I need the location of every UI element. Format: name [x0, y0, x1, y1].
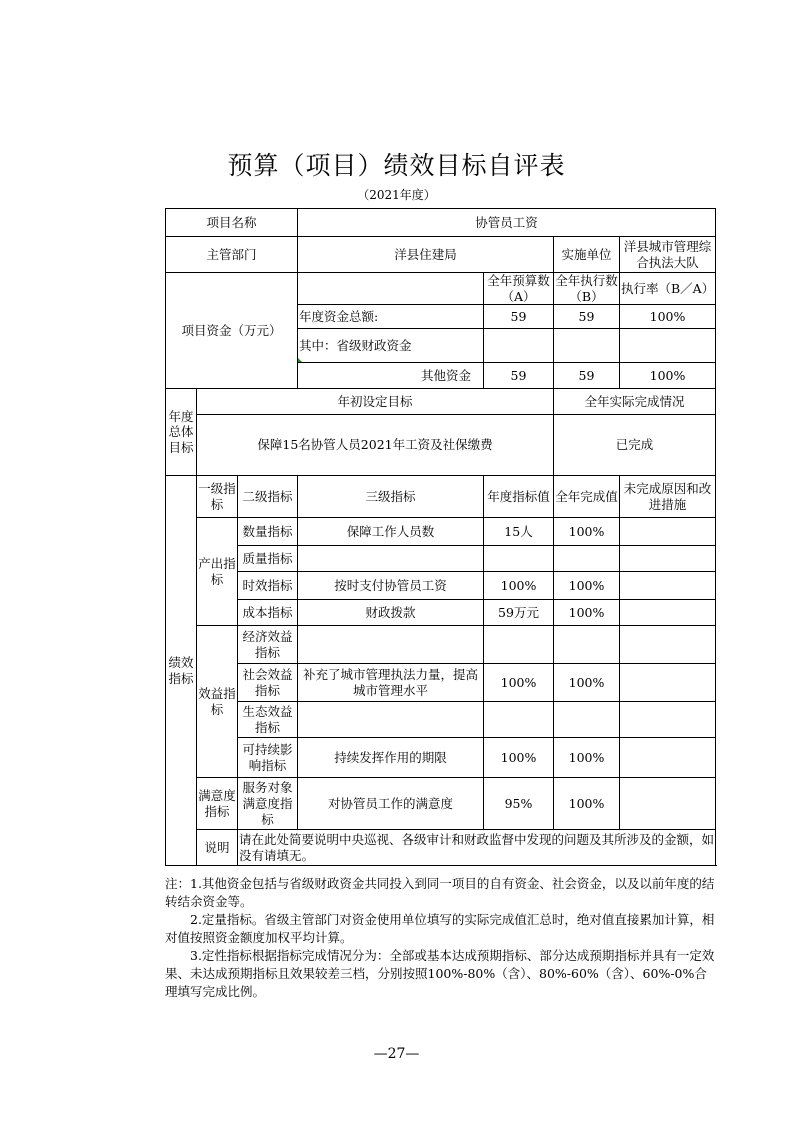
level2-cell: 质量指标 — [238, 546, 298, 572]
funds-row-executed — [554, 329, 620, 363]
level1-benefit: 效益指标 — [197, 626, 238, 778]
funds-row-label — [298, 329, 484, 363]
dept-value: 洋县住建局 — [298, 237, 554, 273]
level2-cell: 时效指标 — [238, 572, 298, 600]
page-title: 预算（项目）绩效目标自评表 — [227, 151, 566, 180]
funds-row-label: 年度资金总额: — [298, 305, 484, 329]
reason-cell — [620, 546, 716, 572]
funds-row-rate: 100% — [620, 305, 716, 329]
header-actual: 全年完成值 — [554, 476, 620, 518]
cell-marker-icon — [298, 358, 302, 362]
funds-row-budget: 59 — [484, 363, 554, 389]
actual-cell — [554, 702, 620, 738]
project-name-value: 协管员工资 — [298, 209, 716, 237]
planned-goal-header: 年初设定目标 — [197, 389, 554, 415]
target-cell: 100% — [484, 664, 554, 702]
funds-row-budget: 59 — [484, 305, 554, 329]
level2-cell: 社会效益指标 — [238, 664, 298, 702]
level2-cell: 成本指标 — [238, 600, 298, 626]
level2-cell: 经济效益指标 — [238, 626, 298, 664]
funds-row-executed: 59 — [554, 305, 620, 329]
level2-cell: 服务对象满意度指标 — [238, 778, 298, 830]
actual-cell: 100% — [554, 778, 620, 830]
reason-cell — [620, 626, 716, 664]
target-cell: 100% — [484, 572, 554, 600]
page-number: —27— — [373, 1046, 420, 1062]
funds-row-executed: 59 — [554, 363, 620, 389]
footnote-3: 3.定性指标根据指标完成情况分为：全部或基本达成预期指标、部分达成预期指标并具有一定效果、未达成预期指标且效果较差三档，分别按照100%-80%（含）、80%-60%（含）、60%-0%合理填写完成比例。 — [165, 948, 715, 999]
funds-row-label-text: 其中：省级财政资金 — [299, 337, 412, 353]
level1-satisfaction: 满意度指标 — [197, 778, 238, 830]
funds-header-budget: 全年预算数（A） — [484, 273, 554, 305]
header-reason: 未完成原因和改进措施 — [620, 476, 716, 518]
level3-cell: 持续发挥作用的期限 — [298, 738, 484, 778]
target-cell: 95% — [484, 778, 554, 830]
impl-unit-value: 洋县城市管理综合执法大队 — [620, 237, 716, 273]
actual-cell: 100% — [554, 738, 620, 778]
target-cell: 15人 — [484, 518, 554, 546]
project-name-label: 项目名称 — [166, 209, 298, 237]
actual-cell: 100% — [554, 572, 620, 600]
performance-label: 绩效指标 — [166, 476, 197, 866]
reason-cell — [620, 738, 716, 778]
evaluation-table — [165, 208, 716, 866]
actual-cell: 100% — [554, 518, 620, 546]
actual-status-value: 已完成 — [554, 415, 716, 476]
level3-cell: 补充了城市管理执法力量，提高城市管理水平 — [298, 664, 484, 702]
actual-cell: 100% — [554, 600, 620, 626]
target-cell: 100% — [484, 738, 554, 778]
planned-goal-value: 保障15名协管人员2021年工资及社保缴费 — [197, 415, 554, 476]
level3-cell — [298, 702, 484, 738]
actual-cell: 100% — [554, 664, 620, 702]
header-level3: 三级指标 — [298, 476, 484, 518]
level2-cell: 数量指标 — [238, 518, 298, 546]
target-cell: 59万元 — [484, 600, 554, 626]
dept-label: 主管部门 — [166, 237, 298, 273]
funds-row-rate: 100% — [620, 363, 716, 389]
funds-row-budget — [484, 329, 554, 363]
funds-label: 项目资金（万元） — [166, 273, 298, 389]
reason-cell — [620, 778, 716, 830]
remark-label: 说明 — [197, 830, 238, 866]
impl-unit-label: 实施单位 — [554, 237, 620, 273]
actual-cell — [554, 546, 620, 572]
header-target: 年度指标值 — [484, 476, 554, 518]
target-cell — [484, 626, 554, 664]
reason-cell — [620, 600, 716, 626]
funds-blank-header — [298, 273, 484, 305]
funds-row-rate — [620, 329, 716, 363]
reason-cell — [620, 664, 716, 702]
footnotes — [165, 875, 715, 1001]
actual-status-header: 全年实际完成情况 — [554, 389, 716, 415]
funds-header-rate: 执行率（B／A） — [620, 273, 716, 305]
actual-cell — [554, 626, 620, 664]
header-level1: 一级指标 — [197, 476, 238, 518]
reason-cell — [620, 702, 716, 738]
funds-row-label: 其他资金 — [298, 363, 484, 389]
level2-cell: 可持续影响指标 — [238, 738, 298, 778]
report-year: （2021年度） — [357, 188, 436, 202]
level3-cell: 保障工作人员数 — [298, 518, 484, 546]
footnote-2: 2.定量指标。省级主管部门对资金使用单位填写的实际完成值汇总时，绝对值直接累加计算，相对值按照资金额度加权平均计算。 — [165, 912, 715, 945]
funds-header-executed: 全年执行数（B） — [555, 273, 618, 304]
level3-cell — [298, 546, 484, 572]
footnote-1: 注：1.其他资金包括与省级财政资金共同投入到同一项目的自有资金、社会资金，以及以前年度的结转结余资金等。 — [165, 876, 715, 909]
reason-cell — [620, 518, 716, 546]
reason-cell — [620, 572, 716, 600]
remark-text: 请在此处简要说明中央巡视、各级审计和财政监督中发现的问题及其所涉及的金额，如没有请填无。 — [238, 830, 716, 866]
level1-output: 产出指标 — [197, 518, 238, 626]
target-cell — [484, 546, 554, 572]
annual-goal-label: 年度总体目标 — [166, 389, 197, 476]
level2-cell: 生态效益指标 — [238, 702, 298, 738]
header-level2: 二级指标 — [238, 476, 298, 518]
level3-cell: 财政拨款 — [298, 600, 484, 626]
level3-cell: 对协管员工作的满意度 — [298, 778, 484, 830]
level3-cell — [298, 626, 484, 664]
level3-cell: 按时支付协管员工资 — [298, 572, 484, 600]
target-cell — [484, 702, 554, 738]
